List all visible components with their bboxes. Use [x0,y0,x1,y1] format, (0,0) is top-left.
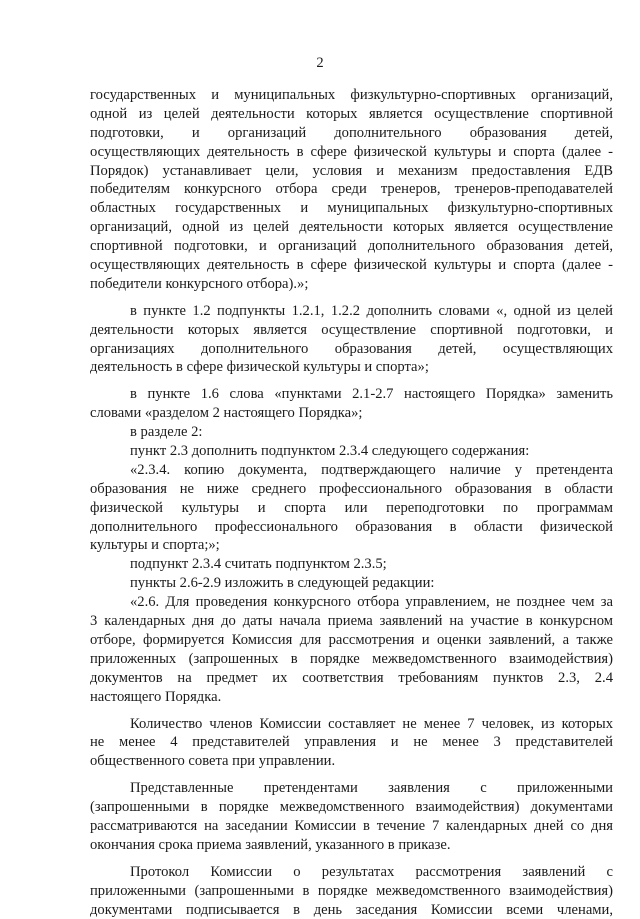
text-line: «2.6. Для проведения конкурсного отбора управлением, не позднее чем за [130,594,613,611]
text-line: победителям конкурсного отбора среди тренеров, тренеров-преподавателей [90,181,613,198]
text-line: приложенных (запрошенных в порядке межведомственного взаимодействия) [90,650,613,667]
text-line: в разделе 2: [130,424,203,441]
text-line: в пункте 1.2 подпункты 1.2.1, 1.2.2 дополнить словами «, одной из целей [130,302,613,319]
text-line: спортивной подготовки, и организаций дополнительного образования детей, [90,238,613,255]
text-line: настоящего Порядка. [90,688,222,705]
text-line: общественного совета при управлении. [90,753,336,770]
document-body [90,86,613,919]
text-line: Представленные претендентами заявления с приложенными [130,780,613,797]
paragraph-gap [90,855,613,863]
paragraph-gap [90,707,613,715]
text-line: пункт 2.3 дополнить подпунктом 2.3.4 следующего содержания: [130,443,530,460]
text-line: областных государственных и муниципальных физкультурно-спортивных [90,200,613,217]
text-line: приложенными (запрошенными в порядке межведомственного взаимодействия) [90,882,613,899]
text-line: окончания срока приема заявлений, указанного в приказе. [90,836,451,853]
text-line: осуществляющих деятельность в сфере физической культуры и спорта (далее - [90,143,613,160]
text-line: пункты 2.6-2.9 изложить в следующей редакции: [130,575,435,592]
text-line: Протокол Комиссии о результатах рассмотрения заявлений с [130,863,613,880]
text-line: дополнительного профессионального образования в области физической [90,518,613,535]
text-line: осуществляющих деятельность в сфере физической культуры и спорта (далее - [90,257,613,274]
text-line: образования не ниже среднего профессионального образования в области [90,480,613,497]
text-line: рассматриваются на заседании Комиссии в течение 7 календарных дней со дня [90,817,613,834]
text-line: организациях дополнительного образования детей, осуществляющих [90,340,613,357]
text-line: Количество членов Комиссии составляет не менее 7 человек, из которых [130,715,613,732]
text-line: организаций, одной из целей деятельности которых является осуществление [90,219,613,236]
text-line: «2.3.4. копию документа, подтверждающего наличие у претендента [130,461,613,478]
text-line: документами подписывается в день заседания Комиссии всеми членами, [90,901,613,918]
paragraph-gap [90,377,613,385]
page-number: 2 [316,55,324,71]
text-line: деятельности которых является осуществление спортивной подготовки, и [90,321,613,338]
text-line: 3 календарных дня до даты начала приема заявлений на участие в конкурсном [90,613,613,630]
text-line: победители конкурсного отбора).»; [90,275,309,292]
text-line: физической культуры и спорта или переподготовки по программам [90,499,613,516]
text-line: (запрошенными в порядке межведомственного взаимодействия) документами [90,799,613,816]
text-line: государственных и муниципальных физкультурно-спортивных организаций, [90,87,613,103]
text-line: Порядок) устанавливает цели, условия и механизм предоставления ЕДВ [90,162,613,179]
text-line: документов на предмет их соответствия требованиям пунктов 2.3, 2.4 [90,669,613,686]
text-line: в пункте 1.6 слова «пунктами 2.1-2.7 настоящего Порядка» заменить [130,386,613,403]
text-line: не менее 4 представителей управления и не менее 3 представителей [90,734,613,751]
text-line: подготовки, и организаций дополнительного образования детей, [90,124,613,141]
paragraph-gap [90,294,613,302]
text-line: отборе, формируется Комиссия для рассмотрения и оценки заявлений, а также [90,631,613,648]
text-line: одной из целей деятельности которых является осуществление спортивной [90,105,613,122]
paragraph-gap [90,771,613,779]
text-line: подпункт 2.3.4 считать подпунктом 2.3.5; [130,556,387,573]
text-line: культуры и спорта;»; [90,537,220,554]
text-line: словами «разделом 2 настоящего Порядка»; [90,405,363,422]
text-line: деятельность в сфере физической культуры и спорта»; [90,359,429,376]
